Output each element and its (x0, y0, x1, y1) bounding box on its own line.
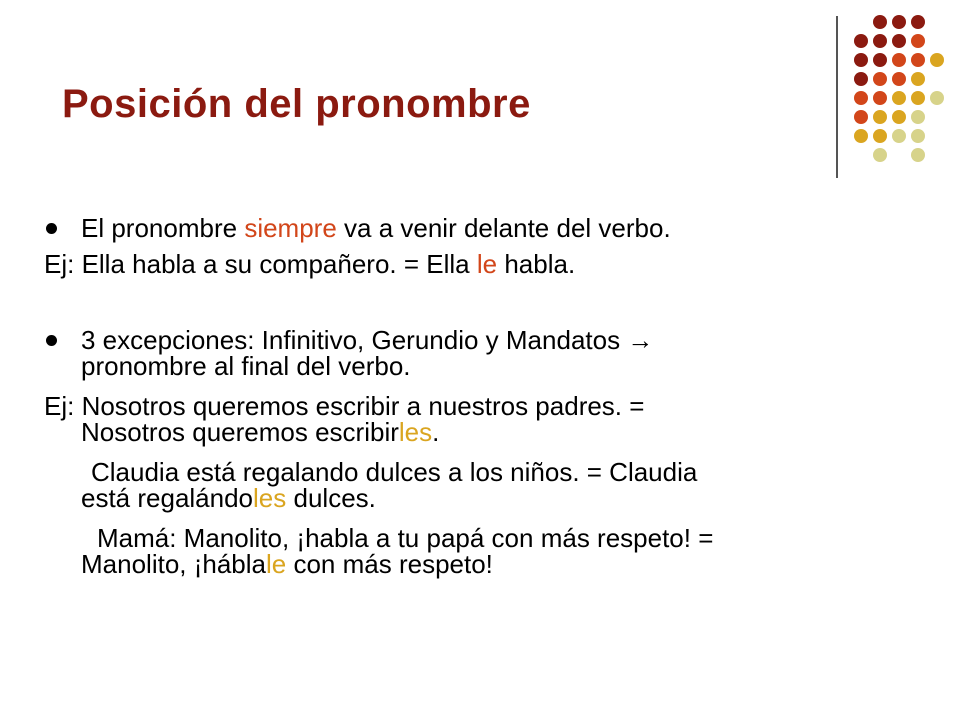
decorative-dot (854, 110, 868, 124)
decorative-dot (873, 148, 887, 162)
decorative-dot (892, 129, 906, 143)
slide-title: Posición del pronombre (62, 82, 531, 126)
example3-highlight: les (253, 483, 287, 513)
decorative-dot (911, 34, 925, 48)
rule2-line-2: pronombre al final del verbo. (81, 351, 411, 381)
rule1-text-after: va a venir delante del verbo. (336, 213, 671, 243)
decorative-dot (892, 91, 906, 105)
decorative-dot (892, 72, 906, 86)
bullet-icon (46, 223, 57, 234)
decorative-dot (873, 91, 887, 105)
example1-text-after: habla. (497, 249, 576, 279)
example3-line-2 (44, 483, 944, 513)
decorative-dot (911, 110, 925, 124)
decorative-dot (873, 15, 887, 29)
example1-highlight: le (476, 249, 498, 279)
decorative-dot (911, 53, 925, 67)
example3-text-before: está regalándo (81, 483, 254, 513)
bullet-rule-1 (44, 213, 944, 243)
example-3 (44, 457, 944, 513)
decorative-dot (930, 91, 944, 105)
example4-line-1: Mamá: Manolito, ¡habla a tu papá con más respeto! = (97, 523, 714, 553)
slide-body (44, 213, 944, 579)
example-1 (44, 249, 944, 279)
decorative-dot (854, 129, 868, 143)
rule1-highlight: siempre (244, 213, 337, 243)
example-2 (44, 391, 944, 447)
example3-text-after: dulces. (286, 483, 376, 513)
decorative-dot (854, 91, 868, 105)
decorative-dot (892, 53, 906, 67)
bullet-rule-2 (44, 325, 944, 381)
decorative-dot (873, 53, 887, 67)
decorative-dot (892, 34, 906, 48)
rule2-line-1: 3 excepciones: Infinitivo, Gerundio y Mandatos → (81, 325, 654, 355)
example3-line-1: Claudia está regalando dulces a los niños. = Claudia (91, 457, 698, 487)
example4-line-2 (44, 549, 944, 579)
example2-line-2 (44, 417, 944, 447)
example4-highlight: le (266, 549, 287, 579)
example2-text-before: Nosotros queremos escribir (81, 417, 399, 447)
decorative-dot (892, 15, 906, 29)
decorative-dot (911, 148, 925, 162)
example2-highlight: les (398, 417, 433, 447)
example4-text-before: Manolito, ¡hábla (81, 549, 266, 579)
decorative-dot (873, 129, 887, 143)
decorative-dot (873, 110, 887, 124)
example4-text-after: con más respeto! (286, 549, 493, 579)
decorative-vertical-line (836, 16, 838, 178)
decorative-dot (911, 72, 925, 86)
decorative-dot (873, 34, 887, 48)
decorative-dot (930, 53, 944, 67)
bullet-icon (46, 335, 57, 346)
decorative-dot (854, 72, 868, 86)
example1-text-before: Ej: Ella habla a su compañero. = Ella (44, 249, 477, 279)
example-4 (44, 523, 944, 579)
decorative-dot (911, 129, 925, 143)
decorative-dot (911, 91, 925, 105)
decorative-dot (873, 72, 887, 86)
example2-line-1: Ej: Nosotros queremos escribir a nuestros padres. = (44, 391, 645, 421)
decorative-dot (892, 110, 906, 124)
rule1-text-before: El pronombre (81, 213, 245, 243)
example2-text-after: . (432, 417, 440, 447)
decorative-dot (854, 34, 868, 48)
decorative-dot (854, 53, 868, 67)
decorative-dot (911, 15, 925, 29)
